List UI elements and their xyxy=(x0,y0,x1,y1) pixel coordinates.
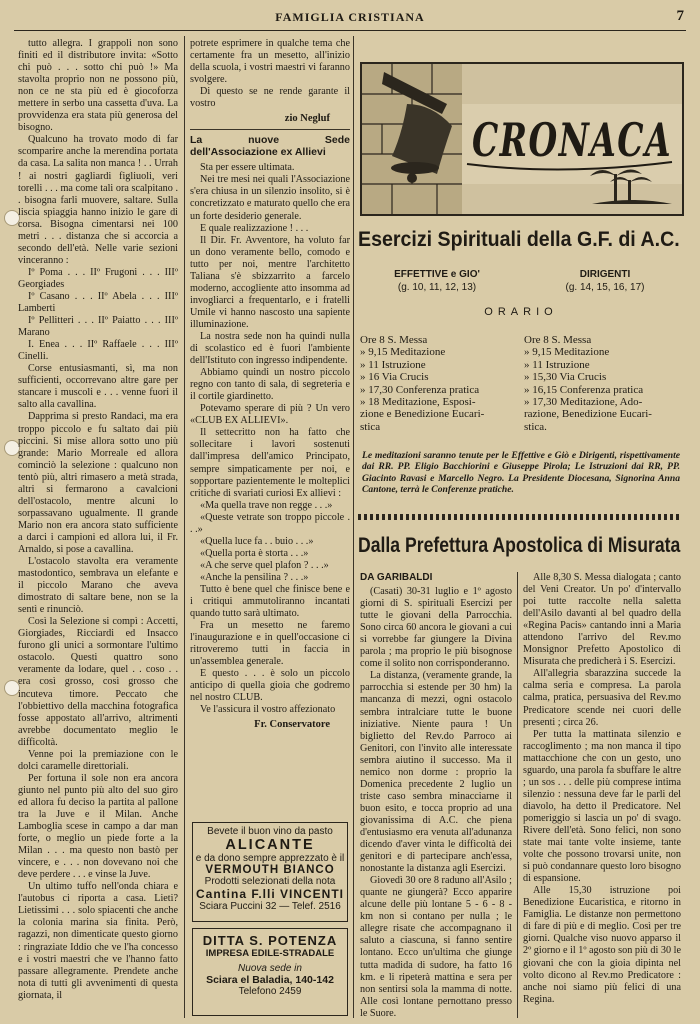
effettive-title: EFFETTIVE e GIO' xyxy=(394,269,480,280)
schedule-row: » 17,30 Meditazione, Ado- xyxy=(524,396,643,409)
esercizi-note: Le meditazioni saranno tenute per le Effettive e Giò e Dirigenti, rispettivamente dai RR. PP. Eligio Bacchiorini e Giuseppe Pirola; Le Istruzioni dai RR, PP. Giacinto Ravasi e Marcello Negro. La Presidente Diocesana, Signorina Anna Cantone, terrà le Conferenze pratiche. xyxy=(362,450,680,496)
paragraph: Dapprima si presto Randaci, ma era troppo piccolo e fu saltato dai più piccini. Si mise allora sotto uno più grande: Mario Morreale ed allora cominciò la selezione : qualcuno non tentò più, altri rimasero a metà strada, altri si fermarono a cavalcioni dell'ostacolo, mentre alcuni lo sorpassavano ugualmente. Il grande Mario non era ancora stato sufficiente a darci i campioni ed allora lui, il Fr. Arnaldo, si pose a cavallina. xyxy=(18,411,178,555)
paragraph: All'allegria sbarazzina succede la calma seria e compresa. La parola calma, pratica, persuasiva del Rev.mo Predicatore scende nei cuori delle presenti ; circa 26. xyxy=(523,668,681,728)
schedule-row: stica xyxy=(360,420,381,433)
paragraph: tutto allegra. I grappoli non sono finiti ed il distributore invita: «Sotto chi può . . . sotto chi può !» Ma stavolta proprio non ne possono più, non ce ne sta più ed è giocoforza mettere in serbo una cassetta d'uva. La provvidenza era stata più generosa del bisogno. xyxy=(18,38,178,134)
schedule-row: razione, Benedizione Eucari- xyxy=(524,408,652,421)
paragraph: «A che serve quel plafon ? . . .» xyxy=(200,559,329,571)
paragraph: Alle 15,30 istruzione poi Benedizione Eucaristica, e ritorno in Famiglia. Le distanze non permettono di fare di più e di meglio. Così per tre giorni. Qualche viso nuovo apparso il 2º giorno e il 1º agosto son più di 30 le giovani che con la gioia dipinta nel volto dicono al Rev.mo Predicatore : anche noi siamo più felici di una Regina. xyxy=(523,885,681,1005)
schedule-row: » 9,15 Meditazione xyxy=(524,346,610,359)
paragraph: Sta per essere ultimata. xyxy=(200,162,295,174)
esercizi-headline-box xyxy=(358,228,684,256)
article-intro-2: Di questo se ne rende garante il vostro xyxy=(190,86,350,110)
effettive-dates: (g. 10, 11, 12, 13) xyxy=(397,282,477,293)
paragraph: Così la Selezione si compì : Accetti, Giorgiades, Ricciardi ed Insacco furono gli unici a sormontare l'ultimo ostacolo. Questi quattro sono veramente da lodare, quel . . coso . . era così grosso, così grosso che incuteva timore. Peccato che l'obbiettivo della macchina fotografica fosse appostato all'arrivo, altrimenti avrebbe documentato meglio le difficoltà. xyxy=(18,616,178,748)
page-number: 7 xyxy=(676,8,684,24)
schedule-row: » 15,30 Via Crucis xyxy=(524,371,607,384)
effettive-heading xyxy=(362,268,512,294)
ad-line: Bevete il buon vino da pasto xyxy=(207,826,333,837)
orario-label: ORARIO xyxy=(484,306,558,318)
paragraph: Il settecritto non ha fatto che sollecitare i lavori sostenuti dall'impresa dell'amico Principato, sempre simpaticamente per noi, e sopportare pazientemente le molteplici critiche di svariati curiosi Ex allievi : xyxy=(190,427,350,499)
prefettura-headline: Dalla Prefettura Apostolica di Misurata xyxy=(358,534,681,557)
paragraph: «Anche la pensilina ? . . .» xyxy=(200,571,309,583)
paragraph: «Quella luce fa . . buio . . .» xyxy=(200,535,314,547)
signature-zio-negluf: zio Negluf xyxy=(284,113,330,125)
paragraph: Iº Poma . . . IIº Frugoni . . . IIIº Georgiades xyxy=(18,266,178,290)
paragraph: Venne poi la premiazione con le dolci caramelle direttoriali. xyxy=(18,748,178,772)
article-colonia-column xyxy=(18,38,178,1018)
schedule-row: » 11 Istruzione xyxy=(524,358,590,371)
paragraph: Alle 8,30 S. Messa dialogata ; canto del Veni Creator. Un po' d'intervallo poi tutte raccolte nella saletta dell'Asilo davanti al bel quadro della «Regina Pacis» cantando inni a Maria attendono l'arrivo del Rev.mo Monsignor Prefetto Apostolico di Misurata che predicherà i S. Esercizi. xyxy=(523,572,681,668)
paragraph: Tutto è bene quel che finisce bene e i critiqui ammutoliranno incantati quando tutto sarà ultimato. xyxy=(190,583,350,620)
masthead xyxy=(14,8,686,31)
ad-address: Sciara Puccini 32 — Telef. 2516 xyxy=(199,901,341,912)
dateline: DA GARIBALDI xyxy=(360,572,433,583)
schedule-effettive xyxy=(360,334,520,433)
cronaca-title: CRONACA xyxy=(472,113,672,167)
paragraph: Nei tre mesi nei quali l'Associazione s'era chiusa in un silenzio insolito, si è concretizzato e maturato quello che era un forte desiderio generale. xyxy=(190,174,350,222)
paragraph: La distanza, (veramente grande, la parrocchia si estende per 30 hm) la mancanza di mezzi, ogni ostacolo sembra intralciare tutte le buone iniziative. Niente paura ! Un biglietto del Rev.do Parroco ai Genitori, con l'invito alle interessate sembra aiutino il successo. Ma il nemico non dorme : proprio la Domenica precedente 2 luglio un triste caso sembra minacciarne il buon esito, e tocca proprio ad una giovanissima di A.C. che piena d'entusiasmo era venuta all'adunanza dicendo d'aver vinta le difficoltà dei genitori e di partecipare anch'essa, nonostante la distanza agli Esercizi. xyxy=(360,670,512,875)
ornamental-divider xyxy=(358,514,682,520)
prefettura-headline-box xyxy=(358,534,684,562)
paragraph: «Queste vetrate son troppo piccole . . .» xyxy=(190,511,350,535)
prefettura-column-a xyxy=(360,572,512,1018)
column-rule xyxy=(517,572,518,1018)
schedule-dirigenti xyxy=(524,334,684,433)
paragraph: Qualcuno ha trovato modo di far scomparire anche la merendina portata da casa. La salita non manca ! . . Urrah ! ai nostri gagliardi figliuoli, veri torelli . . . ma come tali ora scalpitano . . bisogna farli muovere, saltare. Sulla liscia spiaggia hanno inizio le gare di corsa. Bisogna cimentarsi nei 100 metri . . . distanza che si accorcia a secondo dell'età. Nelle varie sezioni vinceranno : xyxy=(18,134,178,266)
signature-conservatore: Fr. Conservatore xyxy=(254,719,330,731)
paragraph: L'ostacolo stavolta era veramente mastodontico, sembrava un elefante e il piccolo Marano che aveva dimostrato di saltare bene, non se la sentì e rinunciò. xyxy=(18,556,178,616)
paragraph: Il Dir. Fr. Avventore, ha voluto far un dono veramente bello, comodo e tutto per noi, mentre l'architetto Taliana s'è sbizzarrito a farcelo moderno, accogliente atto insomma ad invogliarci a frequentarlo, e i fratelli Umile vi hanno nascosto una sapiente illuminazione. xyxy=(190,234,350,330)
paragraph: E questo . . . è solo un piccolo anticipo di quella gioia che godremo nel nostro CLUB. xyxy=(190,668,350,704)
paragraph: La nostra sede non ha quindi nulla di scolastico ed è fuori l'ambiente dell'Istituto con ingresso indipendente. xyxy=(190,330,350,367)
ad-type: IMPRESA EDILE-STRADALE xyxy=(205,948,335,959)
article-ex-allievi-column xyxy=(190,38,350,843)
schedule-row: » 11 Istruzione xyxy=(360,358,426,371)
paragraph: Potevamo sperare di più ? Un vero «CLUB EX ALLIEVI». xyxy=(190,403,350,427)
ad-brand-vermouth: VERMOUTH BIANCO xyxy=(205,864,335,876)
dirigenti-title: DIRIGENTI xyxy=(579,269,631,280)
schedule-row: zione e Benedizione Eucari- xyxy=(360,408,485,421)
ad-company: Cantina F.lli VINCENTI xyxy=(195,887,344,901)
paragraph: Iº Pellitteri . . . IIº Paiatto . . . IIIº Marano xyxy=(18,315,178,339)
schedule-row: » 16,15 Conferenza pratica xyxy=(524,383,644,396)
cronaca-banner xyxy=(360,62,684,216)
paragraph: Per fortuna il sole non era ancora giunto nel punto più alto del suo giro ed allora fu deciso la partita al pallone tra la Juve e il Milan. Anche Lamboglia scese in campo a dar man forte, o meglio un piede forte a la Milan . . . ma questo non bastò per vincere, e . . . non dovevano noi che deve perdere . . . e vinse la Juve. xyxy=(18,772,178,881)
esercizi-headline: Esercizi Spirituali della G.F. di A.C. xyxy=(358,228,680,251)
column-rule xyxy=(184,36,185,1018)
paragraph: Un ultimo tuffo nell'onda chiara e l'autobus ci riporta a casa. Lieti? Lietissimi . . . solo spiacenti che anche la colonia marina sia finita. Però, ragazzi, non dimenticate questo giorno : ringraziate Iddio che ve l'ha concesso e i vostri maestri che ve l'hanno fatto passare allegramente. Prendete anche nota di tutti gli avvenimenti di questa giornata, il xyxy=(18,881,178,1001)
section-divider xyxy=(190,129,350,130)
ad-cantina-vincenti xyxy=(192,822,348,922)
ad-line: Nuova sede in xyxy=(238,963,302,974)
paragraph: Ve l'assicura il vostro affezionato xyxy=(200,704,336,716)
ad-brand-alicante: ALICANTE xyxy=(225,837,315,853)
paragraph: I. Enea . . . IIº Raffaele . . . IIIº Cinelli. xyxy=(18,339,178,363)
schedule-row: stica. xyxy=(524,420,547,433)
ad-phone: Telefono 2459 xyxy=(238,986,302,997)
paragraph: «Ma quella trave non regge . . .» xyxy=(200,499,333,511)
paragraph: E quale realizzazione ! . . . xyxy=(200,222,309,234)
paragraph: (Casati) 30-31 luglio e 1º agosto giorni di S. spirituali Esercizi per tutte le giovani della Parrocchia. Sono circa 60 ancora le giovani a cui si vorrebbe far giungere la Divina parola ; ma proprio le più bisognose come il solito non corrisponderanno. xyxy=(360,586,512,670)
paragraph: Per tutta la mattinata silenzio e raccoglimento ; ma non manca il tipo mattacchione che con un gesto, uno sguardo, una parola fa sbuffare le altre ; un sos . . . delle più comprese intima silenzio : nessuna deve far le parli del diavolo, ha detto il Predicatore. Nel pomeriggio si lascia un po' di svago. Rivere dell'età. Sono felici, non sono state mai tante volte insieme, tante volte che possono trovarsi unite, non si può condannare questo loro bisogno di espansione. xyxy=(523,728,681,885)
paragraph: Iº Casano . . . IIº Abela . . . IIIº Lamberti xyxy=(18,290,178,315)
section-title-sede: La nuove Sede dell'Associazione ex Allievi xyxy=(190,134,350,159)
dirigenti-dates: (g. 14, 15, 16, 17) xyxy=(565,282,645,293)
paragraph: Fra un mesetto ne faremo l'inaugurazione e in quell'occasione ci ritroveremo tutti in faccia in un'assemblea generale. xyxy=(190,620,350,668)
paragraph: Giovedì 30 ore 8 raduno all'Asilo ; quante ne giungerà? Ecco apparire alcune delle più lontane 5 - 6 - 8 - km non si contano per nulla ; le allegre risate che accompagnano il saluto a ciascuna, si fanno sentire lontano. Ecco un'ultima che giunge tutta madida di sudore, ha fatto 16 km. e li ripeterà mattina e sera per non sentirsi sola la mamma di notte. Alle così lontane pernottano presso le Suore. xyxy=(360,875,512,1018)
ad-line: Prodotti selezionati della nota xyxy=(204,876,336,887)
paragraph: «Quella porta è storta . . .» xyxy=(200,547,309,559)
ad-company: DITTA S. POTENZA xyxy=(202,933,338,948)
schedule-row: Ore 8 S. Messa xyxy=(524,334,592,346)
ad-line: e da dono sempre apprezzato è il xyxy=(195,853,345,864)
schedule-row: » 17,30 Conferenza pratica xyxy=(360,383,480,396)
column-rule xyxy=(353,36,354,1018)
ad-address: Sciara el Baladia, 140-142 xyxy=(206,974,334,986)
schedule-row: » 16 Via Crucis xyxy=(360,371,429,384)
schedule-row: Ore 8 S. Messa xyxy=(360,334,428,346)
paragraph: Abbiamo quindi un nostro piccolo regno con tanto di sala, di segreteria e il cortile giardinetto. xyxy=(190,367,350,403)
prefettura-column-b xyxy=(523,572,681,1018)
newspaper-title: FAMIGLIA CRISTIANA xyxy=(275,10,425,24)
article-intro: potrete esprimere in qualche tema che certamente fra un mesetto, all'inizio della scuola, i vostri maestri vi faranno svolgere. xyxy=(190,38,350,86)
dirigenti-heading xyxy=(530,268,680,294)
paragraph: Corse entusiasmanti, sì, ma non sufficienti, occorrevano altre gare per stancare i muscoli e . . . venne fuori il salto alla cavallina. xyxy=(18,363,178,411)
ad-ditta-potenza xyxy=(192,928,348,1016)
schedule-row: » 18 Meditazione, Esposi- xyxy=(360,396,476,409)
schedule-row: » 9,15 Meditazione xyxy=(360,346,446,359)
